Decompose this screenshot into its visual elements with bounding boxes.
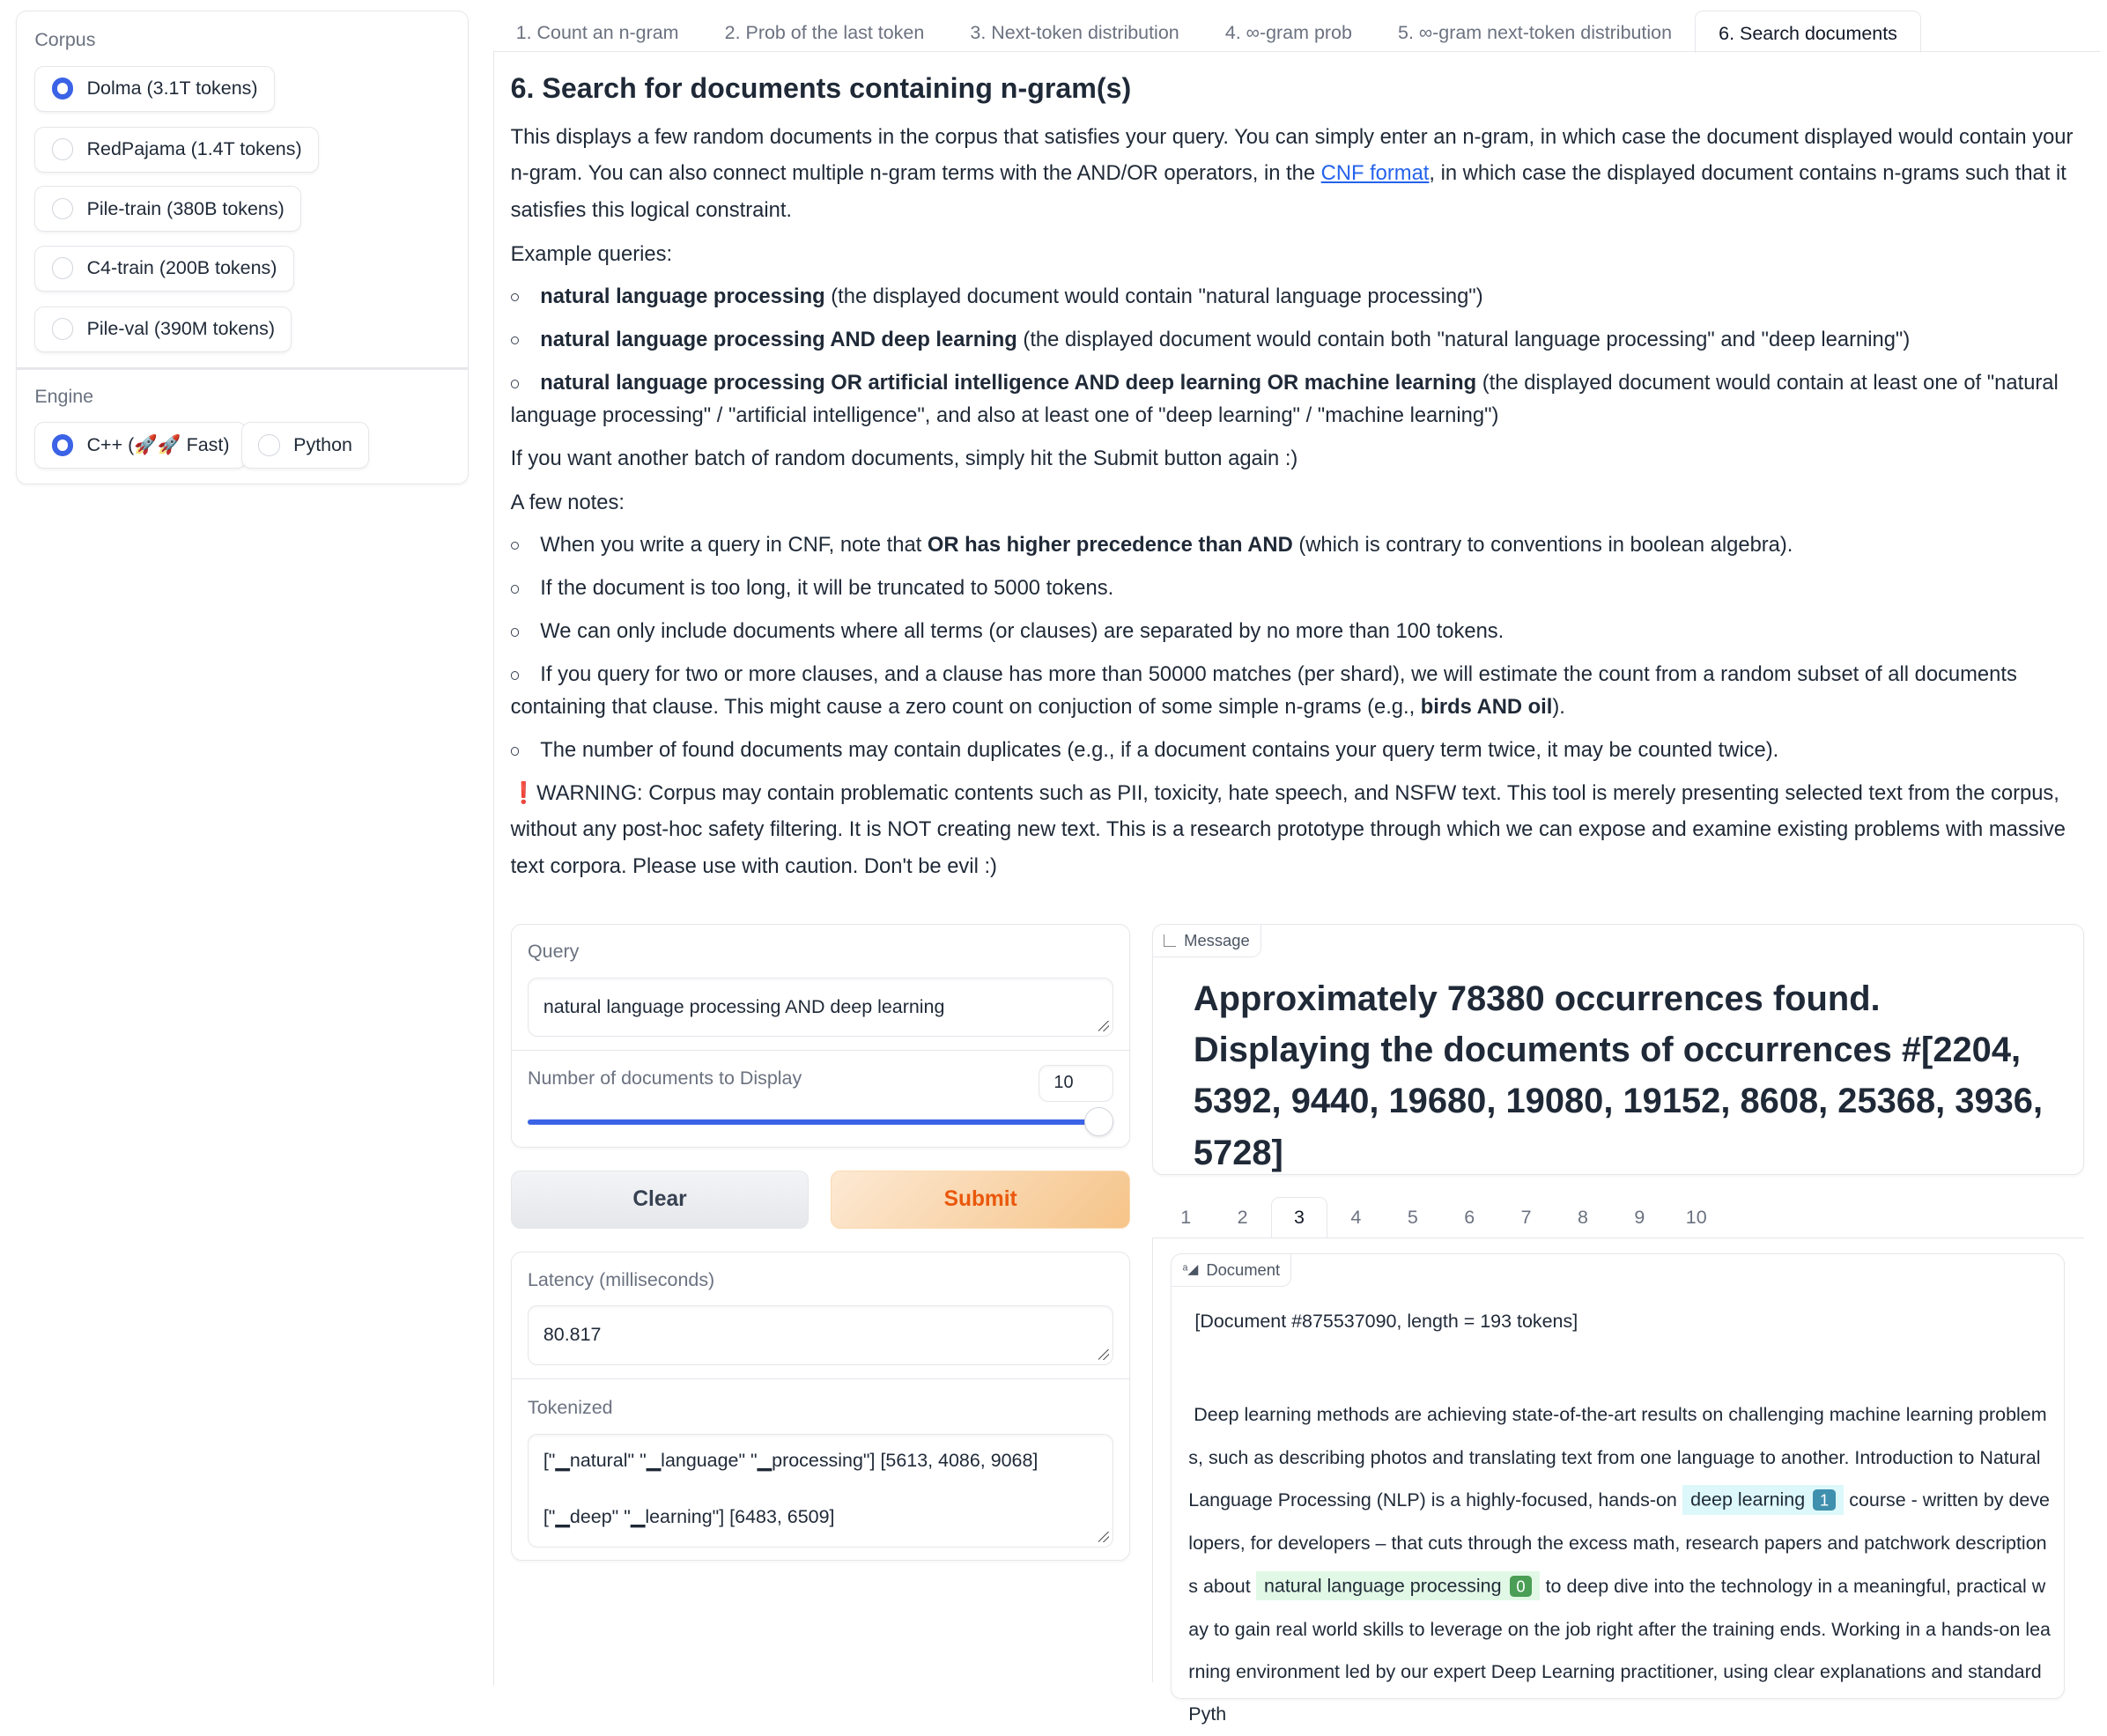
divider [512, 1378, 1130, 1379]
notes-list [511, 529, 2084, 767]
document-tab-8[interactable]: 8 [1577, 1206, 1588, 1228]
note-bold: OR has higher precedence than AND [927, 533, 1293, 558]
corpus-option-dolma[interactable] [34, 66, 275, 112]
example-desc: (the displayed document would contain "natural language processing") [824, 284, 1483, 308]
examples-list [511, 281, 2084, 432]
document-tab-5[interactable]: 5 [1407, 1206, 1418, 1228]
tokenized-label: Tokenized [527, 1397, 613, 1419]
example-query: natural language processing OR artificial intelligence AND deep learning OR machine learning [540, 371, 1477, 395]
num-docs-value: 10 [1054, 1073, 1074, 1093]
tab-infgram-next-token[interactable]: 5. ∞-gram next-token distribution [1398, 21, 1673, 43]
num-docs-input[interactable] [1039, 1065, 1114, 1101]
doc-text: Deep learning methods are achieving state-of-the-art results on challenging machine learning problems, such as describing photos and translating text from one language to another. Introduction to Natural Language Processing (NLP) is a highly-focused, hands-on [1188, 1404, 2047, 1511]
divider [17, 367, 468, 370]
tab-next-token-distribution[interactable]: 3. Next-token distribution [970, 21, 1179, 43]
doc-text: to deep dive into the technology in a meaningful, practical way to gain real world skills to leverage on the job right after the training ends. Working in a hands-on learning environment led by our expert Deep Learning practitioner, using clear explanations and standard Pyth [1188, 1575, 2051, 1725]
option-label: Dolma (3.1T tokens) [86, 78, 258, 100]
latency-label: Latency (milliseconds) [527, 1268, 715, 1290]
note-text: If you query for two or more clauses, and a clause has more than 50000 matches (per shard), we will estimate the count from a random subset of all documents containing that clause. This might cause a zero count on conjuction of some simple n-grams (e.g., [510, 662, 2017, 719]
engine-option-cpp[interactable] [34, 422, 247, 468]
radio-icon [52, 138, 74, 160]
option-label: C4-train (200B tokens) [86, 257, 277, 279]
note-bold: birds AND oil [1420, 695, 1553, 719]
document-tab-6[interactable]: 6 [1464, 1206, 1475, 1228]
slider-fill [528, 1119, 1113, 1125]
document-tab-9[interactable]: 9 [1634, 1206, 1645, 1228]
highlight-index: 1 [1813, 1489, 1836, 1511]
document-tab-2[interactable]: 2 [1237, 1206, 1248, 1228]
note-text: (which is contrary to conventions in boolean algebra). [1292, 533, 1793, 558]
message-icon [1164, 934, 1176, 947]
tokenized-line: ["▁natural" "▁language" "▁processing"] [5613, 4086, 9068] [543, 1449, 1039, 1471]
message-badge [1153, 925, 1261, 957]
query-panel [511, 924, 1131, 1149]
num-docs-label: Number of documents to Display [527, 1067, 802, 1090]
list-item [511, 529, 2084, 562]
document-header: [Document #875537090, length = 193 tokens] [1194, 1311, 1578, 1333]
tab-infgram-prob[interactable]: 4. ∞-gram prob [1224, 21, 1352, 43]
example-query: natural language processing AND deep learning [540, 327, 1017, 351]
option-label: Pile-train (380B tokens) [86, 197, 285, 219]
radio-icon [258, 434, 280, 456]
clear-button[interactable]: Clear [511, 1171, 810, 1229]
corpus-option-redpajama[interactable] [34, 127, 319, 173]
text-icon: ᵃ◢ [1182, 1262, 1199, 1278]
cnf-format-link[interactable]: CNF format [1320, 161, 1430, 186]
query-value: natural language processing AND deep learning [543, 995, 945, 1017]
note-text: ). [1552, 695, 1565, 719]
document-tab-3[interactable]: 3 [1271, 1197, 1327, 1239]
warning-icon: ❗ [510, 781, 537, 806]
sidebar-panel [16, 11, 469, 484]
document-label: Document [1206, 1260, 1281, 1279]
page-title: 6. Search for documents containing n-gram(s) [510, 71, 1132, 104]
example-query: natural language processing [540, 284, 825, 308]
corpus-option-pile-train[interactable] [34, 186, 301, 232]
resubmit-note: If you want another batch of random documents, simply hit the Submit button again :) [510, 446, 1298, 470]
warning-text: WARNING: Corpus may contain problematic contents such as PII, toxicity, hate speech, and NSFW text. This tool is merely presenting selected text from the corpus, without any post-hoc safety filtering. It is NOT creating new text. This is a research prototype through which we can expose and examine existing problems with massive text corpora. Please use with caution. Don't be evil :) [510, 781, 2066, 878]
resize-handle-icon[interactable] [1098, 1021, 1109, 1031]
results-info-panel [511, 1252, 1131, 1561]
list-item: The number of found documents may contain duplicates (e.g., if a document contains your query term twice, it may be counted twice). [511, 735, 2084, 767]
corpus-option-c4-train[interactable] [34, 246, 293, 292]
slider-thumb[interactable] [1084, 1107, 1114, 1137]
option-label: Pile-val (390M tokens) [86, 318, 275, 340]
radio-icon [52, 257, 74, 279]
intro-text: This displays a few random documents in the corpus that satisfies your query. You can simply enter an n-gram, in which case the document displayed would contain your n-gram. You can also connect multiple n-gram terms with the AND/OR operators, in the [510, 124, 2074, 186]
list-item [511, 659, 2084, 724]
notes-label: A few notes: [510, 491, 625, 515]
message-text: Approximately 78380 occurrences found. Displaying the documents of occurrences #[2204, 5392, 9440, 19680, 19080, 19152, 8608, 25368, 3936, 5728] [1193, 979, 2044, 1172]
list-item [511, 324, 2084, 357]
document-tabs [1157, 1197, 1725, 1239]
list-item [511, 281, 2084, 314]
example-desc: (the displayed document would contain at least one of "natural language processing" / "artificial intelligence", and also at least one of "deep learning" / "machine learning") [510, 371, 2059, 427]
message-panel [1152, 924, 2084, 1175]
highlight-deep-learning [1682, 1485, 1844, 1514]
num-docs-slider[interactable] [528, 1119, 1113, 1125]
description [511, 68, 2084, 893]
resize-handle-icon[interactable] [1098, 1532, 1109, 1542]
tokenized-line: ["▁deep" "▁learning"] [6483, 6509] [543, 1506, 835, 1527]
intro [511, 119, 2084, 228]
corpus-label: Corpus [34, 29, 96, 51]
radio-icon [52, 318, 74, 340]
radio-selected-icon [52, 78, 74, 100]
radio-icon [52, 198, 74, 220]
option-label: C++ (🚀🚀 Fast) [86, 433, 230, 455]
example-desc: (the displayed document would contain both "natural language processing" and "deep learning") [1017, 327, 1911, 351]
radio-selected-icon [52, 434, 74, 456]
examples-label: Example queries: [510, 242, 673, 267]
list-item: If the document is too long, it will be truncated to 5000 tokens. [511, 573, 2084, 605]
doc-text: course - written by developers, for developers – that cuts through the excess math, research papers and patchwork descriptions about [1188, 1489, 2050, 1597]
warning [511, 775, 2084, 884]
engine-option-python[interactable] [241, 422, 369, 468]
highlight-text: deep learning [1690, 1489, 1806, 1511]
document-tab-10[interactable]: 10 [1685, 1206, 1707, 1228]
document-tab-7[interactable]: 7 [1520, 1206, 1532, 1228]
document-text [1188, 1393, 2052, 1735]
resize-handle-icon[interactable] [1098, 1349, 1109, 1360]
document-tab-1[interactable]: 1 [1180, 1206, 1192, 1228]
highlight-text: natural language processing [1263, 1575, 1502, 1597]
highlight-nlp [1256, 1571, 1541, 1600]
latency-output[interactable] [528, 1305, 1113, 1364]
query-input[interactable] [528, 978, 1113, 1037]
submit-button[interactable]: Submit [831, 1171, 1130, 1229]
note-text: When you write a query in CNF, note that [540, 533, 928, 558]
tab-count-ngram[interactable]: 1. Count an n-gram [515, 21, 679, 43]
intro-text: , in which case the displayed document contains n-grams such that it satisfies this logical constraint. [510, 161, 2066, 222]
query-label: Query [527, 941, 580, 963]
tokenized-output[interactable] [528, 1434, 1113, 1548]
tab-prob-last-token[interactable]: 2. Prob of the last token [724, 21, 925, 43]
engine-label: Engine [34, 385, 94, 407]
list-item: We can only include documents where all terms (or clauses) are separated by no more than 100 tokens. [511, 616, 2084, 648]
latency-value: 80.817 [543, 1324, 602, 1346]
message-label: Message [1184, 930, 1250, 949]
document-badge [1172, 1254, 1291, 1287]
option-label: Python [293, 433, 352, 455]
list-item [511, 367, 2084, 432]
tab-search-documents[interactable]: 6. Search documents [1695, 11, 1921, 53]
highlight-index: 0 [1510, 1576, 1533, 1597]
divider [512, 1050, 1130, 1051]
corpus-option-pile-val[interactable] [34, 307, 292, 352]
option-label: RedPajama (1.4T tokens) [86, 138, 302, 160]
main-tabs [493, 11, 1921, 53]
document-tab-4[interactable]: 4 [1350, 1206, 1362, 1228]
